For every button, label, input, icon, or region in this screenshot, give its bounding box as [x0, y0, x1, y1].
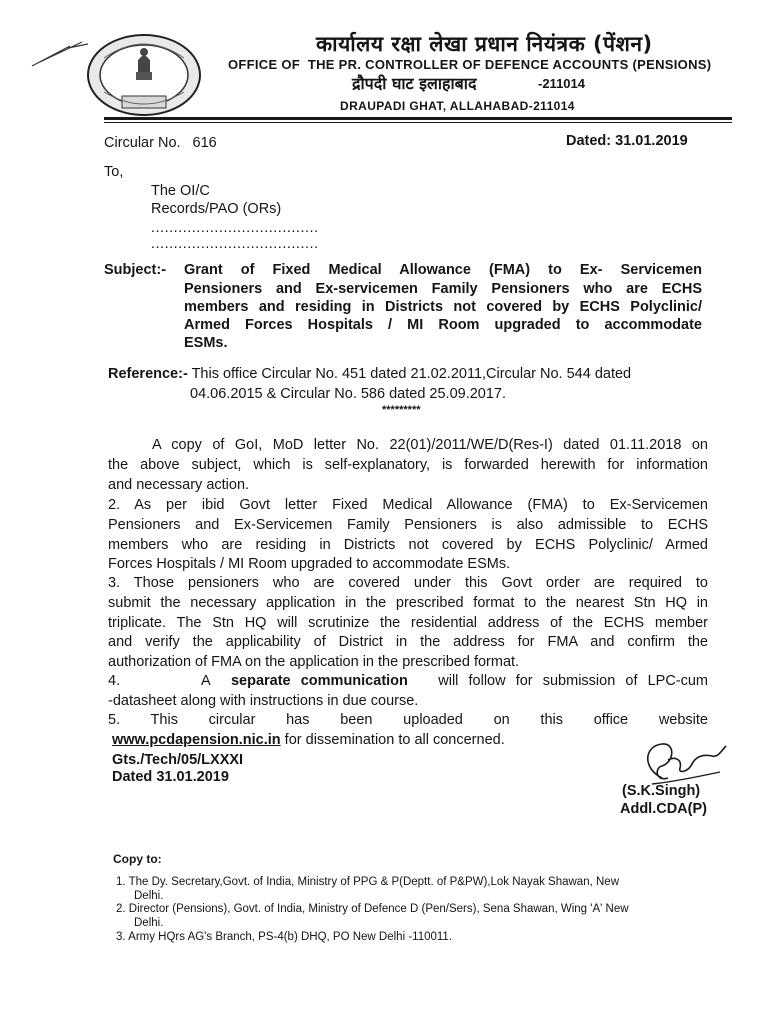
para-5-rest: for dissemination to all concerned.	[280, 732, 505, 748]
addressee-dots-2: .....................................	[151, 236, 319, 252]
para-3-line: 3. Those pensioners who are covered under this Govt order are required to	[108, 575, 708, 591]
circular-value: 616	[192, 135, 217, 151]
circular-label: Circular No.	[104, 135, 181, 151]
copy-to-item: 2. Director (Pensions), Govt. of India, Ministry of Defence D (Pen/Sers), Sena Shawan, Wing 'A' New	[116, 903, 629, 915]
pcda-emblem-seal	[84, 32, 204, 118]
para-2-line: Forces Hospitals / MI Room upgraded to accommodate ESMs.	[108, 556, 511, 572]
para-3-line: submit the necessary application in the prescribed format to the nearest Stn HQ in	[108, 595, 708, 611]
subject-line: ESMs.	[184, 335, 228, 351]
para-3-line: triplicate. The Stn HQ will scrutinize the residential address of the ECHS member	[108, 615, 708, 631]
copy-to-item: 1. The Dy. Secretary,Govt. of India, Ministry of PPG & P(Deptt. of P&PW),Lok Nayak Shawan, New	[116, 876, 619, 888]
para-2-line: members who are residing in Districts not covered by ECHS Polyclinic/ Armed	[108, 537, 708, 553]
para-4-line: -datasheet along with instructions in due course.	[108, 693, 419, 709]
para-2-line: 2. As per ibid Govt letter Fixed Medical Allowance (FMA) to Ex-Servicemen	[108, 497, 708, 513]
website-link[interactable]: www.pcdapension.nic.in	[112, 732, 281, 748]
office-name: THE PR. CONTROLLER OF DEFENCE ACCOUNTS (PENSIONS)	[307, 57, 712, 72]
para-4-bold: separate communication	[230, 673, 408, 689]
copy-to-item: 3. Army HQrs AG's Branch, PS-4(b) DHQ, PO New Delhi -110011.	[116, 931, 453, 943]
addressee-line-1: The OI/C	[151, 183, 210, 199]
para-1-line: A copy of GoI, MoD letter No. 22(01)/2011/WE/D(Res-I) dated 01.11.2018 on	[152, 437, 708, 453]
para-3-line: and verify the applicability of District in the address for FMA and confirm the	[108, 634, 708, 650]
separator-stars: *********	[382, 404, 421, 416]
reference-label: Reference:-	[108, 366, 188, 382]
para-5-line: 5. This circular has been uploaded on this office website	[108, 712, 708, 728]
subject-label: Subject:-	[104, 262, 167, 278]
reference-line-2: 04.06.2015 & Circular No. 586 dated 25.09.2017.	[190, 386, 507, 402]
copy-to-label: Copy to:	[113, 852, 162, 866]
office-title-english	[228, 57, 711, 72]
pin-code: -211014	[538, 76, 585, 91]
para-3-line: authorization of FMA on the application in the prescribed format.	[108, 654, 520, 670]
para-5-line	[112, 732, 712, 748]
to-label: To,	[104, 164, 124, 180]
para-4-line	[108, 673, 708, 689]
para-4-pre: A	[201, 673, 211, 689]
signatory-designation: Addl.CDA(P)	[620, 801, 707, 817]
para-4-rest: will follow for submission of LPC-cum	[438, 673, 709, 689]
address-hindi: द्रौपदी घाट इलाहाबाद	[352, 74, 477, 93]
subject-line: Armed Forces Hospitals / MI Room upgraded to accommodate	[184, 317, 702, 333]
para-1-line: the above subject, which is self-explanatory, is forwarded herewith for information	[108, 457, 708, 473]
address-english: DRAUPADI GHAT, ALLAHABAD-211014	[340, 99, 575, 113]
office-prefix: OFFICE OF	[228, 57, 301, 72]
addressee-line-2: Records/PAO (ORs)	[151, 201, 282, 217]
copy-to-item-continuation: Delhi.	[134, 890, 164, 902]
file-reference: Gts./Tech/05/LXXXI	[112, 752, 244, 768]
subject-line: members and residing in Districts not covered by ECHS Polyclinic/	[184, 299, 702, 315]
header-divider	[104, 117, 732, 120]
para-1-line: and necessary action.	[108, 477, 250, 493]
subject-line: Grant of Fixed Medical Allowance (FMA) to Ex- Servicemen	[184, 262, 702, 278]
circular-number	[104, 135, 217, 151]
para-2-line: Pensioners and Ex-Servicemen Family Pensioners is also admissible to ECHS	[108, 517, 708, 533]
addressee-dots-1: .....................................	[151, 220, 319, 236]
circular-date: Dated: 31.01.2019	[566, 133, 688, 149]
header-divider-thin	[104, 122, 732, 123]
reference	[108, 366, 631, 382]
office-title-hindi: कार्यालय रक्षा लेखा प्रधान नियंत्रक (पेंशन)	[316, 32, 653, 56]
reference-line-1: This office Circular No. 451 dated 21.02.2011,Circular No. 544 dated	[191, 366, 632, 382]
subject-line: Pensioners and Ex-servicemen Family Pensioners who are ECHS	[184, 281, 702, 297]
copy-to-item-continuation: Delhi.	[134, 917, 164, 929]
para-4-number: 4.	[108, 673, 121, 689]
pen-stroke-mark	[30, 40, 90, 70]
file-date: Dated 31.01.2019	[112, 769, 229, 785]
signatory-name: (S.K.Singh)	[622, 783, 701, 799]
